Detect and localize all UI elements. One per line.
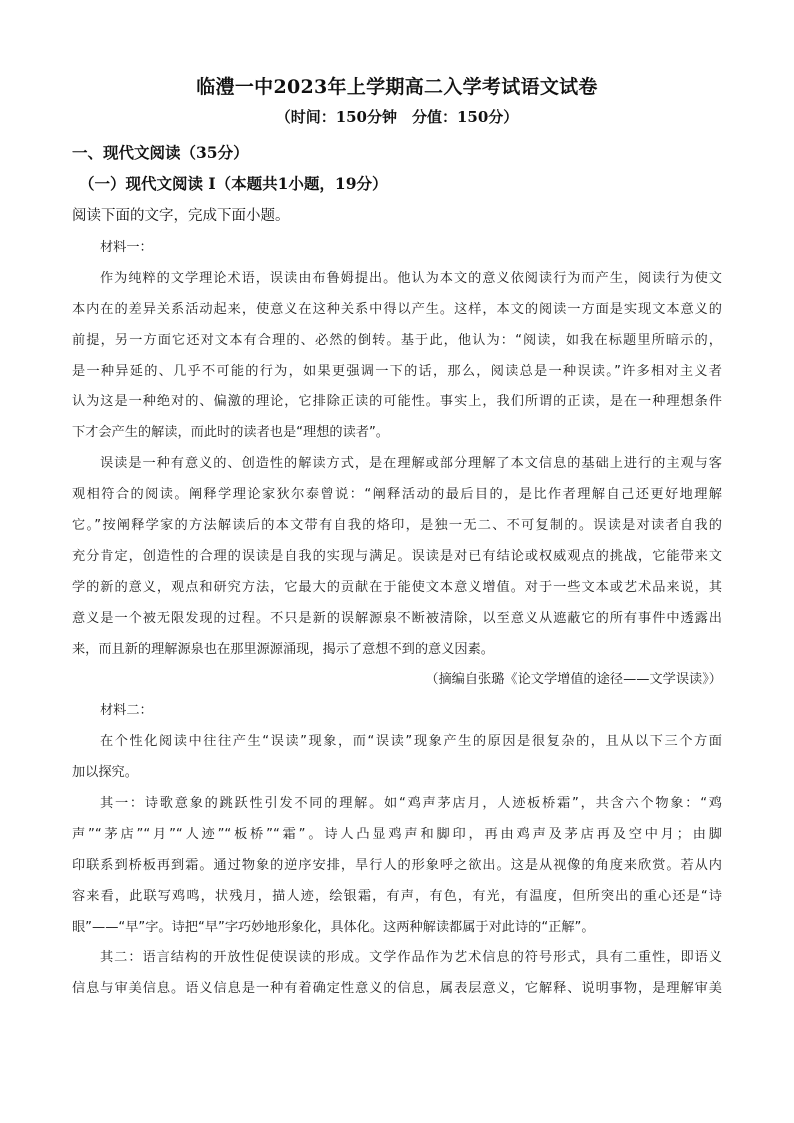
material1-p1-line: 作为纯粹的文学理论术语，误读由布鲁姆提出。他认为本文的意义依阅读行为而产生，阅读行为使文 — [100, 270, 722, 286]
material1-p1-line: 前提，另一方面它还对文本有合理的、必然的倒转。基于此，他认为：“阅读，如我在标题里所暗示的， — [72, 332, 722, 348]
subsection-heading: （一）现代文阅读 I（本题共1小题，19分） — [79, 174, 388, 193]
material2-p1-line: 在个性化阅读中往往产生“误读”现象，而“误读”现象产生的原因是很复杂的，且从以下三个方面 — [100, 734, 722, 750]
exam-title: 临澧一中2023年上学期高二入学考试语文试卷 — [196, 76, 598, 98]
material2-p1-line: 加以探究。 — [72, 765, 138, 781]
material2-label: 材料二： — [100, 703, 153, 719]
material1-p1-line: 是一种异延的、几乎不可能的行为，如果更强调一下的话，那么，阅读总是一种误读。”许多相对主义者 — [72, 363, 722, 379]
material1-p1-line: 下才会产生的解读，而此时的读者也是“理想的读者”。 — [72, 425, 389, 441]
material1-source: （摘编自张璐《论文学增值的途径——文学误读》） — [425, 672, 722, 688]
material1-p1-line: 本内在的差异关系活动起来，使意义在这种关系中得以产生。这样，本文的阅读一方面是实现文本意义的 — [72, 301, 722, 317]
material1-p2-line: 误读是一种有意义的、创造性的解读方式，是在理解或部分理解了本文信息的基础上进行的主观与客 — [100, 456, 722, 472]
material2-p2-line: 眼”——“早”字。诗把“早”字巧妙地形象化，具体化。这两种解读都属于对此诗的“正解”。 — [72, 919, 595, 935]
material1-p2-line: 来，而且新的理解源泉也在那里源源涌现，揭示了意想不到的意义因素。 — [72, 641, 494, 657]
material1-p2-line: 学的新的意义，观点和研究方法，它最大的贡献在于能使文本意义增值。对于一些文本或艺术品来说，其 — [72, 579, 722, 595]
material1-p2-line: 充分肯定，创造性的合理的误读是自我的实现与满足。误读是对已有结论或权威观点的挑战，它能带来文 — [72, 548, 722, 564]
material1-label: 材料一： — [100, 240, 153, 255]
section-heading: 一、现代文阅读（35分） — [72, 143, 249, 162]
material2-p2-line: 容来看，此联写鸡鸣，状残月，描人迹，绘银霜，有声，有色，有光，有温度，但所突出的重心还是“诗 — [72, 888, 722, 904]
material2-p2-line: 其一：诗歌意象的跳跃性引发不同的理解。如“鸡声茅店月，人迹板桥霜”，共含六个物象：“鸡 — [100, 796, 722, 812]
material2-p3-line: 信息与审美信息。语义信息是一种有着确定性意义的信息，属表层意义，它解释、说明事物，是理解审美 — [72, 981, 722, 997]
material2-p3-line: 其二：语言结构的开放性促使误读的形成。文学作品作为艺术信息的符号形式，具有二重性，即语义 — [100, 950, 722, 966]
material2-p2-line: 声”“茅店”“月”“人迹”“板桥”“霜”。诗人凸显鸡声和脚印，再由鸡声及茅店再及空中月；由脚 — [72, 826, 722, 842]
material2-p2-line: 印联系到桥板再到霜。通过物象的逆序安排，旱行人的形象呼之欲出。这是从视像的角度来欣赏。若从内 — [72, 857, 722, 873]
reading-passage — [72, 233, 722, 1005]
material1-p1-line: 认为这是一种绝对的、偏激的理论，它排除正读的可能性。事实上，我们所谓的正读，是在一种理想条件 — [72, 394, 722, 410]
material1-p2-line: 它。”按阐释学家的方法解读后的本文带有自我的烙印，是独一无二、不可复制的。误读是对读者自我的 — [72, 518, 722, 534]
material1-p2-line: 意义是一个被无限发现的过程。不只是新的误解源泉不断被清除，以至意义从遮蔽它的所有事件中透露出 — [72, 610, 722, 626]
exam-time-score: （时间：150分钟 分值：150分） — [275, 108, 519, 126]
reading-instruction: 阅读下面的文字，完成下面小题。 — [72, 208, 290, 224]
material1-p2-line: 观相符合的阅读。阐释学理论家狄尔泰曾说：“阐释活动的最后目的，是比作者理解自己还更好地理解 — [72, 487, 722, 503]
